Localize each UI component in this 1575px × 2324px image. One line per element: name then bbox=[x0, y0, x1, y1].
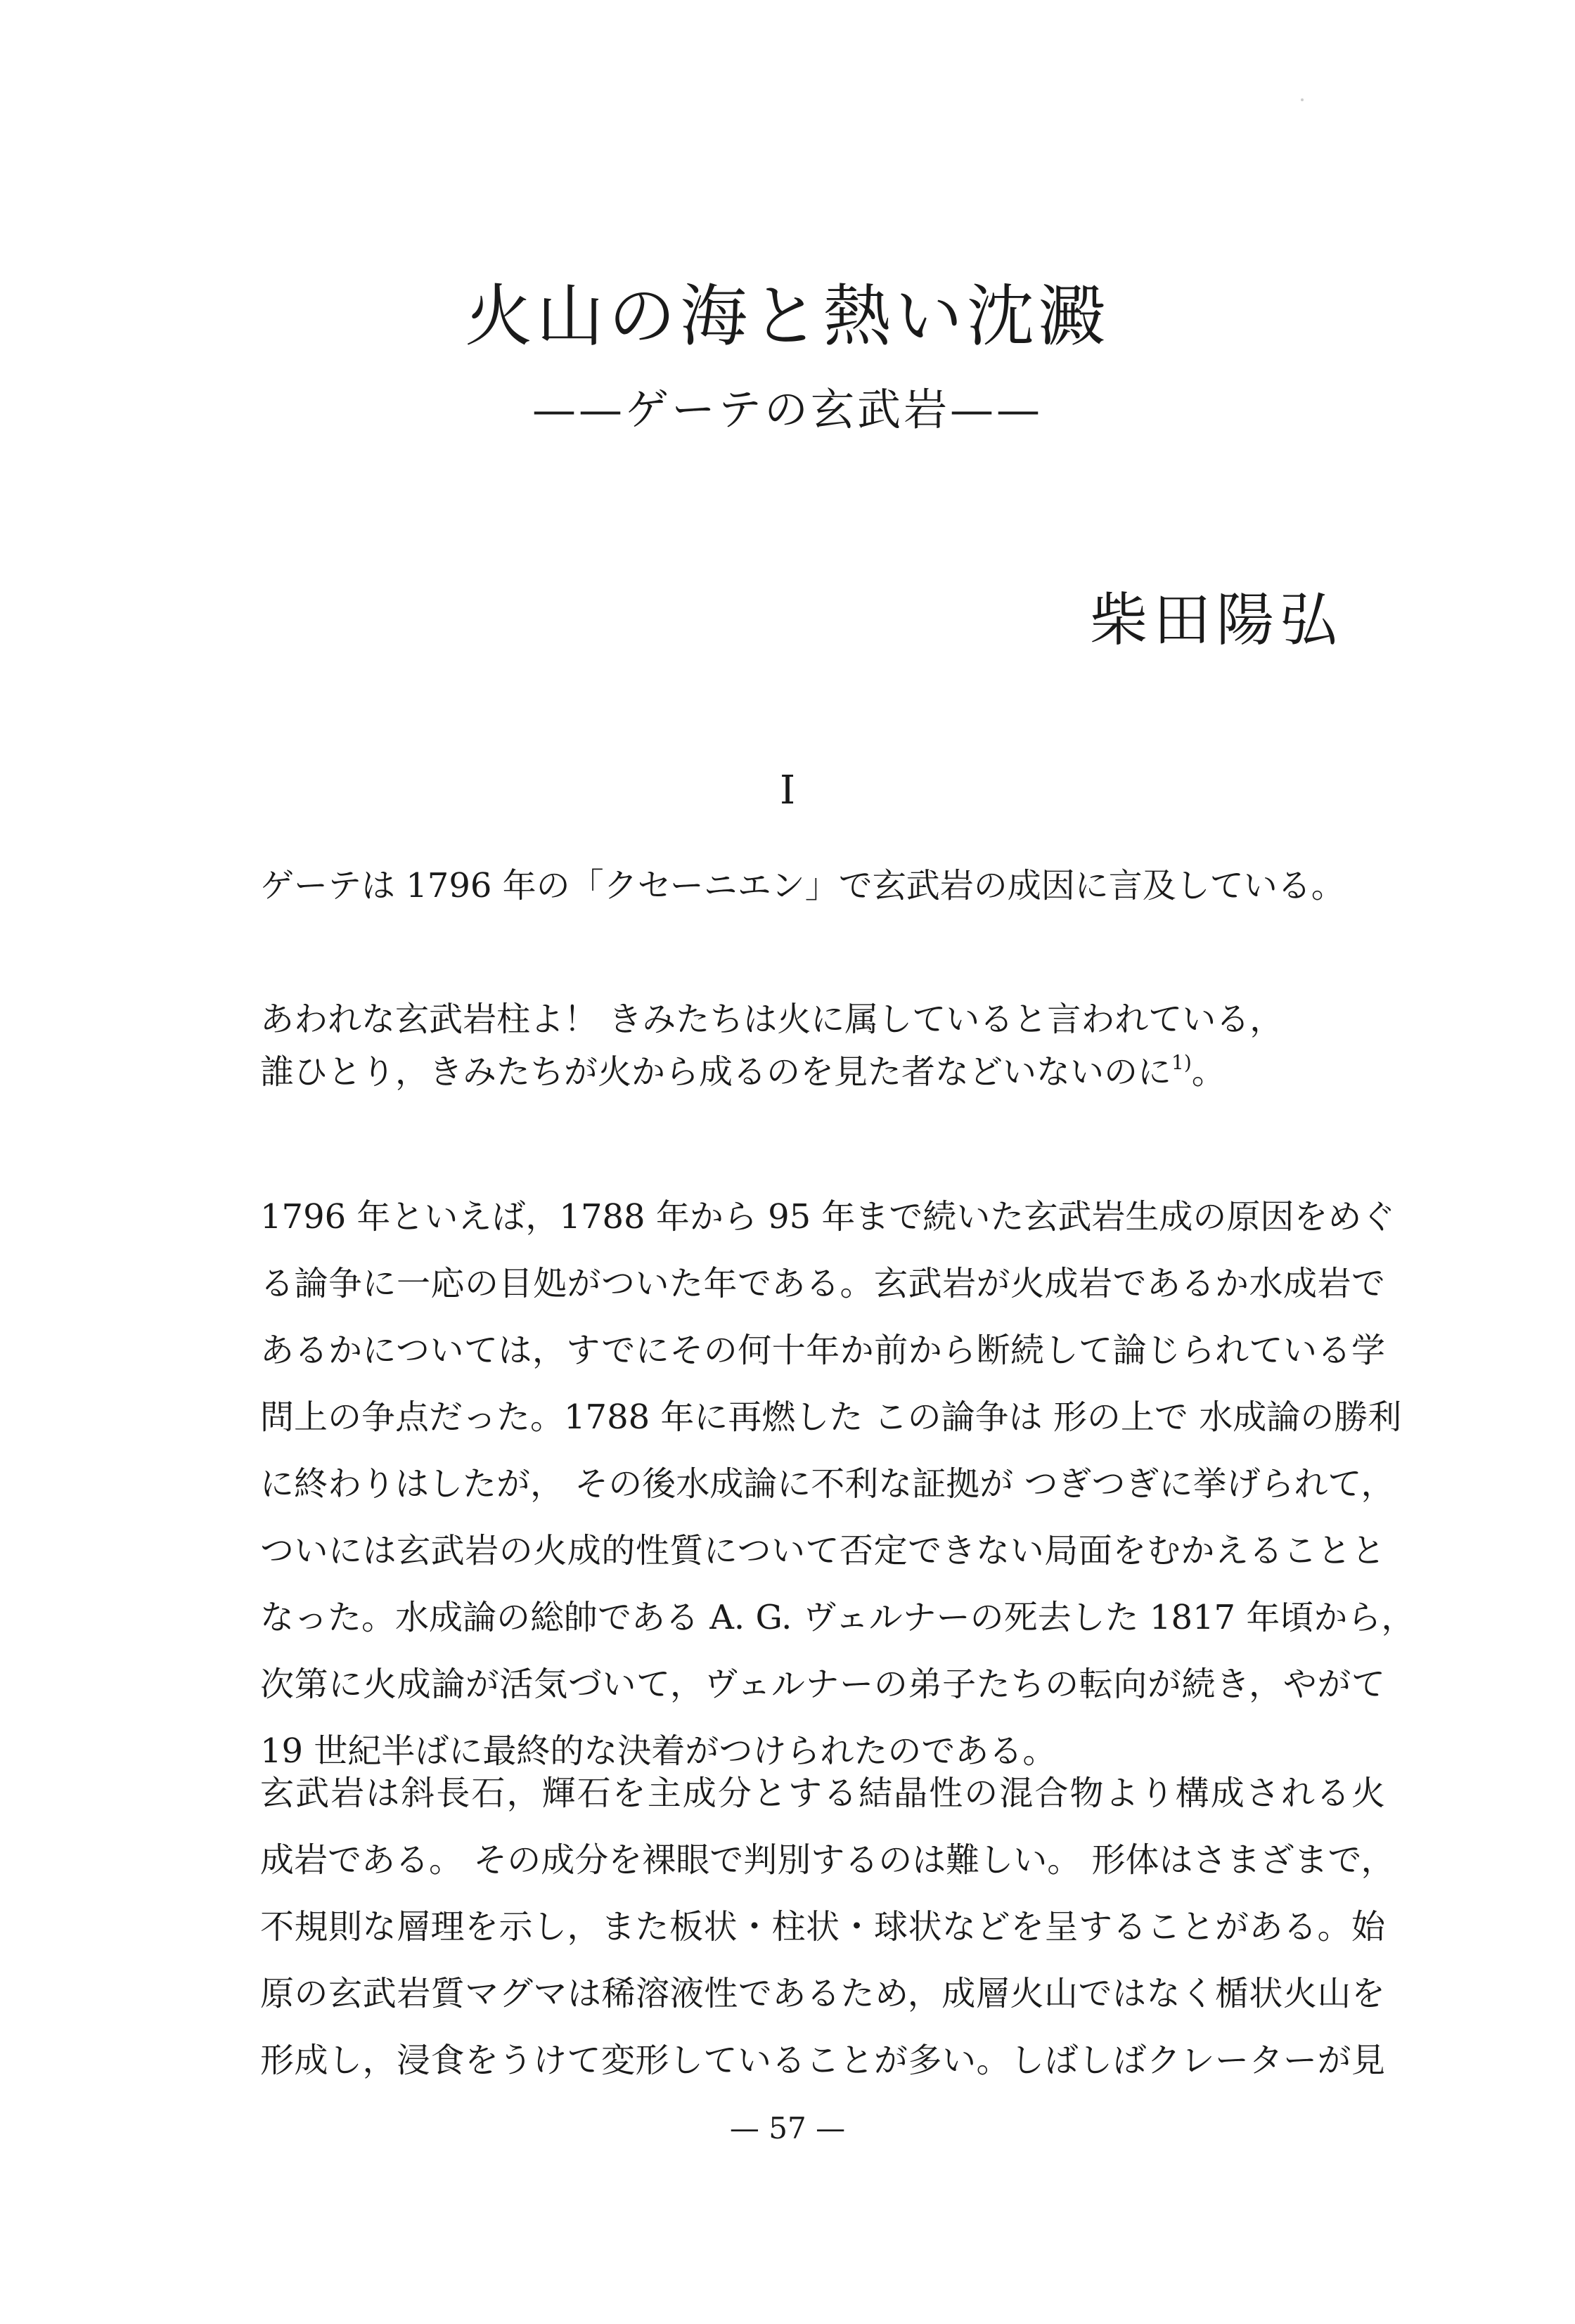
article-subtitle: ——ゲーテの玄武岩—— bbox=[532, 384, 1043, 435]
paragraph-line: 1796 年といえば，1788 年から 95 年まで続いた玄武岩生成の原因をめぐ bbox=[260, 1197, 1396, 1237]
section-number: I bbox=[779, 768, 796, 813]
article-title: 火山の海と熱い沈澱 bbox=[465, 277, 1110, 356]
footnote-reference[interactable]: 1) bbox=[1171, 1051, 1192, 1074]
paragraph-1 bbox=[260, 1195, 1415, 1796]
paragraph-line: る論争に一応の目処がついた年である。玄武岩が火成岩であるか水成岩で bbox=[260, 1264, 1385, 1303]
paragraph-line: 形成し，浸食をうけて変形していることが多い。しばしばクレーターが見 bbox=[260, 2041, 1385, 2080]
paragraph-line: 19 世紀半ばに最終的な決着がつけられたのである。 bbox=[260, 1731, 1057, 1771]
paragraph-line: 原の玄武岩質マグマは稀溶液性であるため，成層火山ではなく楯状火山を bbox=[260, 1974, 1385, 2013]
paragraph-line: 不規則な層理を示し，また板状・柱状・球状などを呈することがある。始 bbox=[260, 1907, 1385, 1947]
paragraph-2 bbox=[260, 1771, 1395, 2105]
quote-line-2-end: 。 bbox=[1191, 1052, 1226, 1092]
paragraph-line: なった。水成論の総帥である A. G. ヴェルナーの死去した 1817 年頃から， bbox=[260, 1598, 1415, 1637]
scan-speck bbox=[1301, 98, 1304, 101]
page-number: — 57 — bbox=[729, 2111, 846, 2145]
paragraph-line: 玄武岩は斜長石，輝石を主成分とする結晶性の混合物より構成される火 bbox=[260, 1774, 1385, 1813]
paragraph-line: 問上の争点だった。1788 年に再燃した この論争は 形の上で 水成論の勝利 bbox=[260, 1397, 1402, 1437]
paragraph-line: 次第に火成論が活気づいて，ヴェルナーの弟子たちの転向が続き，やがて bbox=[260, 1665, 1385, 1704]
paragraph-line: ついには玄武岩の火成的性質について否定できない局面をむかえることと bbox=[260, 1531, 1385, 1570]
lead-sentence: ゲーテは 1796 年の「クセーニエン」で玄武岩の成因に言及している。 bbox=[260, 866, 1345, 905]
paragraph-line: に終わりはしたが， その後水成論に不利な証拠が つぎつぎに挙げられて， bbox=[260, 1464, 1395, 1504]
quote-line-2-text: 誰ひとり，きみたちが火から成るのを見た者などいないのに bbox=[260, 1052, 1172, 1092]
quote-line-2 bbox=[260, 1051, 1385, 1104]
author-name: 柴田陽弘 bbox=[1089, 587, 1343, 654]
paragraph-line: あるかについては，すでにその何十年か前から断続して論じられている学 bbox=[260, 1331, 1385, 1370]
quote-line-1: あわれな玄武岩柱よ！ きみたちは火に属していると言われている， bbox=[260, 1000, 1284, 1039]
block-quote bbox=[260, 998, 1385, 1104]
paragraph-line: 成岩である。 その成分を裸眼で判別するのは難しい。 形体はさまざまで， bbox=[260, 1840, 1395, 1880]
